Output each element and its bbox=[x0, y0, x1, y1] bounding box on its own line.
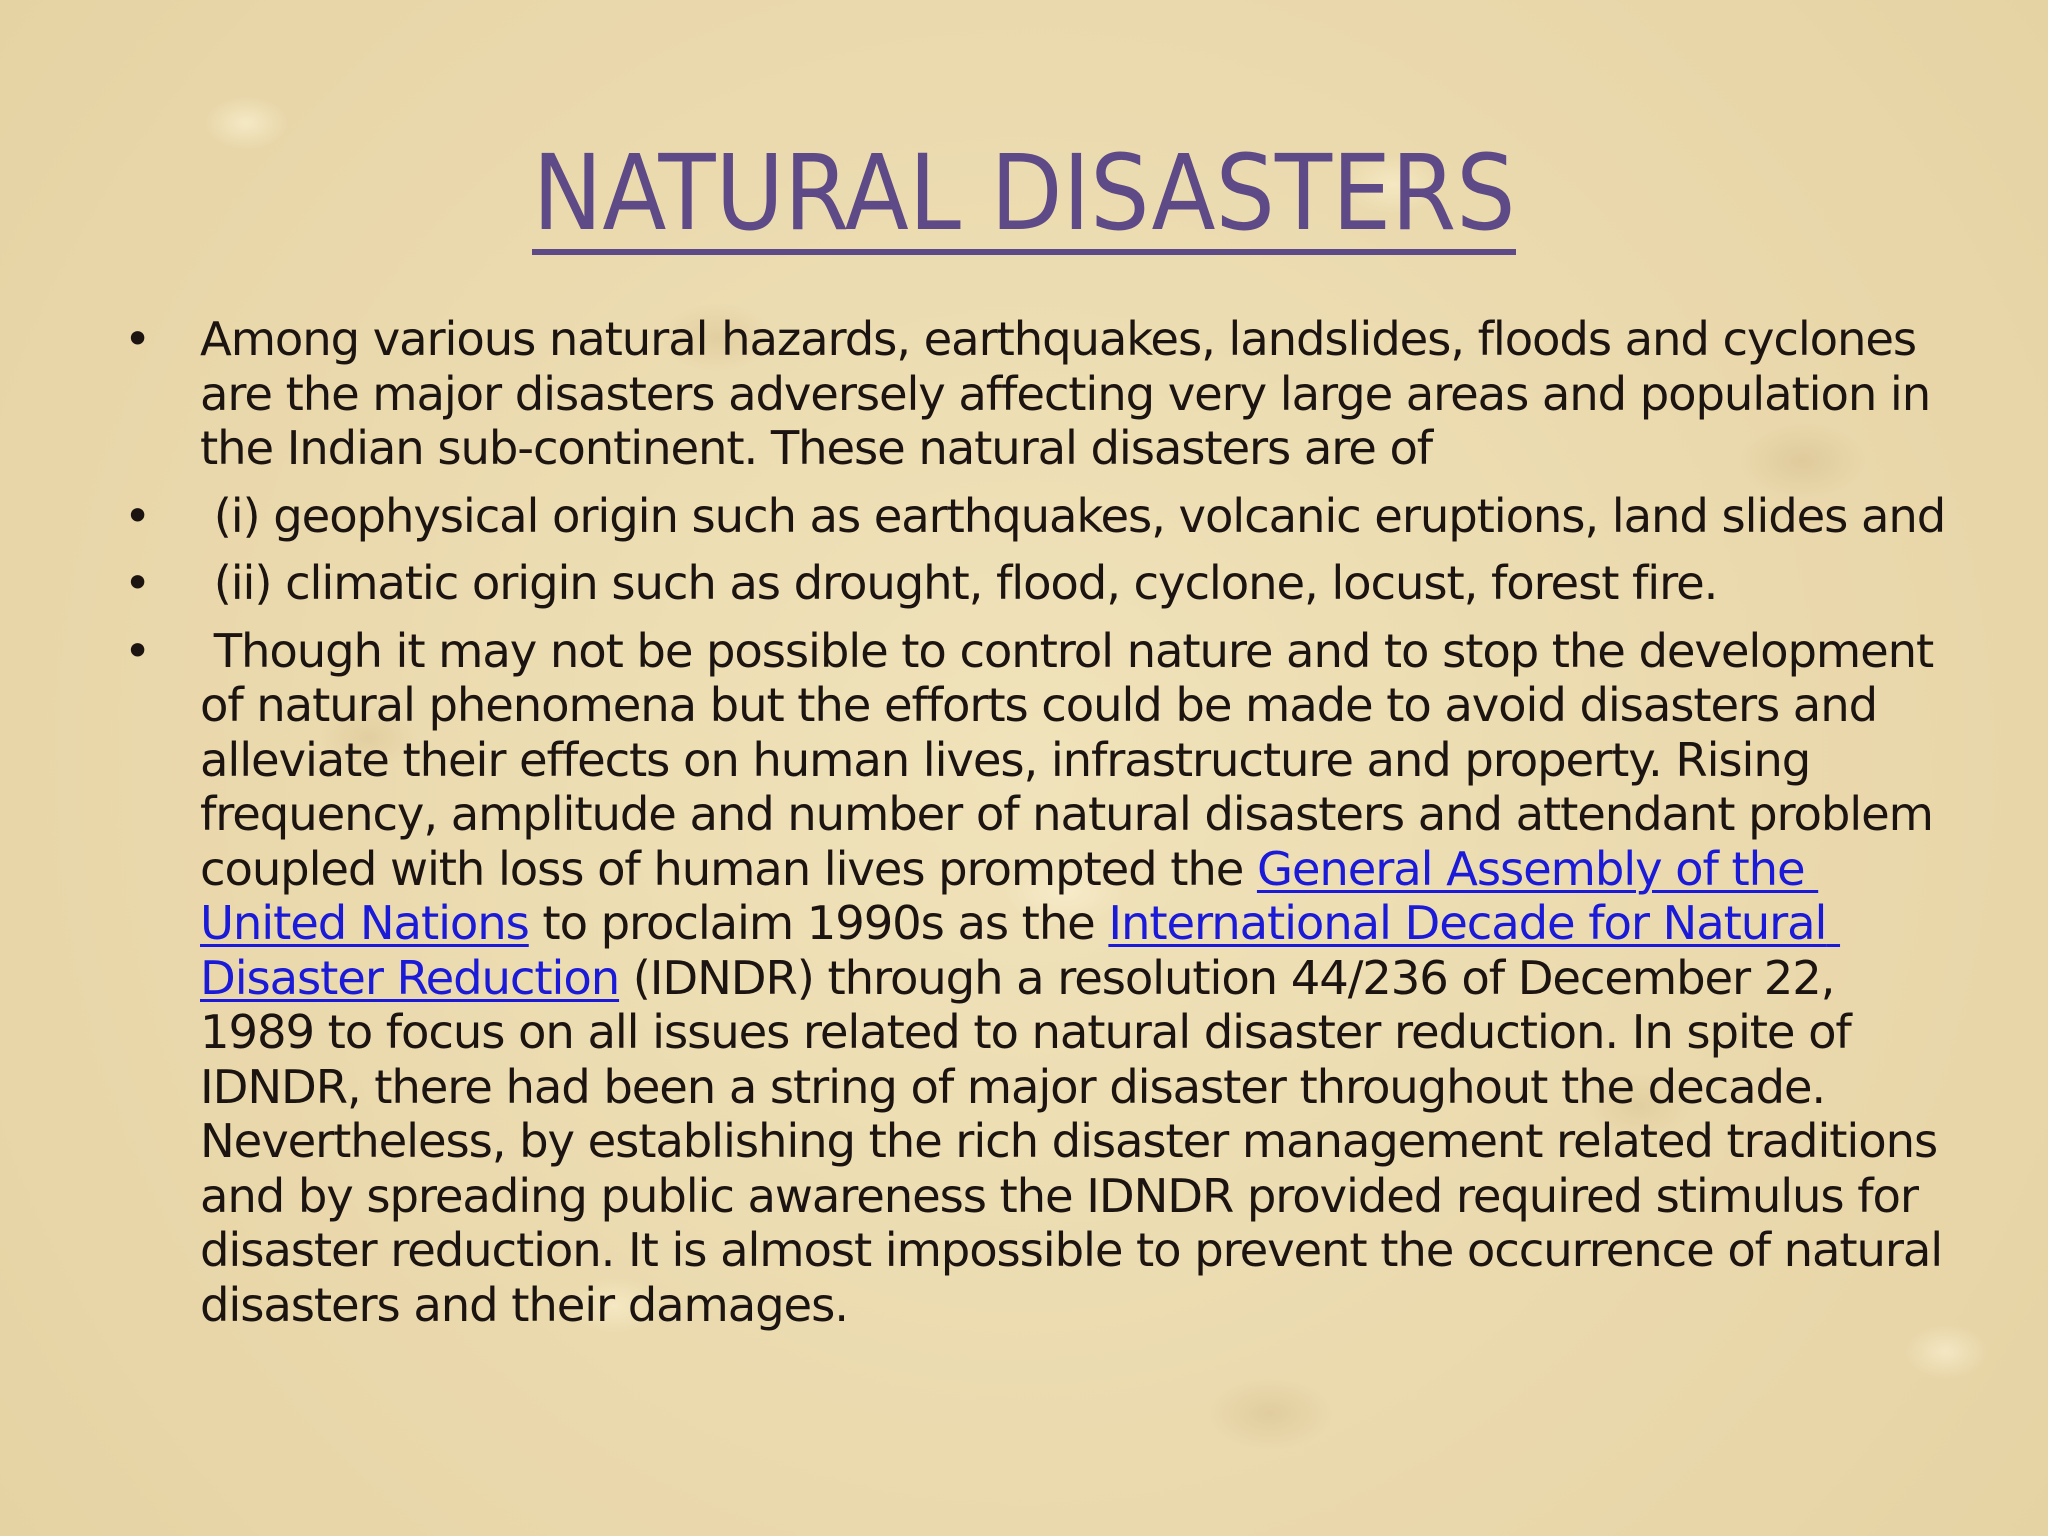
idndr-link[interactable]: International Decade for Natural Disaster Reduction bbox=[200, 896, 1841, 1005]
bullet-text-1: Among various natural hazards, earthquakes, landslides, floods and cyclones are the major disasters adversely affecting very large areas and population in the Indian sub-continent. These natural disasters are of bbox=[200, 312, 1931, 475]
bullet-4-text-part-2: to proclaim 1990s as the bbox=[528, 896, 1109, 950]
slide-title bbox=[0, 128, 2048, 258]
bullet-marker: • bbox=[123, 488, 151, 543]
bullet-marker: • bbox=[123, 623, 151, 678]
bullet-marker: • bbox=[123, 556, 151, 610]
bullet-text-4 bbox=[200, 624, 1956, 1332]
bullet-list bbox=[122, 312, 1956, 1345]
bullet-item-4 bbox=[122, 623, 1956, 1333]
bullet-item-1 bbox=[122, 312, 1952, 476]
bullet-text-2: (i) geophysical origin such as earthquakes, volcanic eruptions, land slides and bbox=[200, 488, 1946, 543]
bullet-4-text-part-3: (IDNDR) through a resolution 44/236 of December 22, 1989 to focus on all issues related to natural disaster reduction. In spite of IDNDR, there had been a string of major disaster throughout the decade. Nevertheless, by establishing the rich disaster management related traditions and by spreading public awareness the IDNDR provided required stimulus for disaster reduction. It is almost impossible to prevent the occurrence of natural disasters and their damages. bbox=[200, 950, 1956, 1332]
bullet-marker: • bbox=[123, 312, 151, 366]
slide-title-text: NATURAL DISASTERS bbox=[532, 132, 1516, 254]
bullet-item-3 bbox=[122, 556, 1952, 611]
bullet-text-3: (ii) climatic origin such as drought, flood, cyclone, locust, forest fire. bbox=[200, 556, 1718, 610]
bullet-4-text-part-1: Though it may not be possible to control nature and to stop the development of natural phenomena but the efforts could be made to avoid disasters and alleviate their effects on human lives, infrastructure and property. Rising frequency, amplitude and number of natural disasters and attendant problem coupled with loss of human lives prompted the bbox=[200, 623, 1947, 896]
un-general-assembly-link[interactable]: General Assembly of the United Nations bbox=[200, 841, 1819, 950]
bullet-item-2 bbox=[122, 489, 1952, 544]
